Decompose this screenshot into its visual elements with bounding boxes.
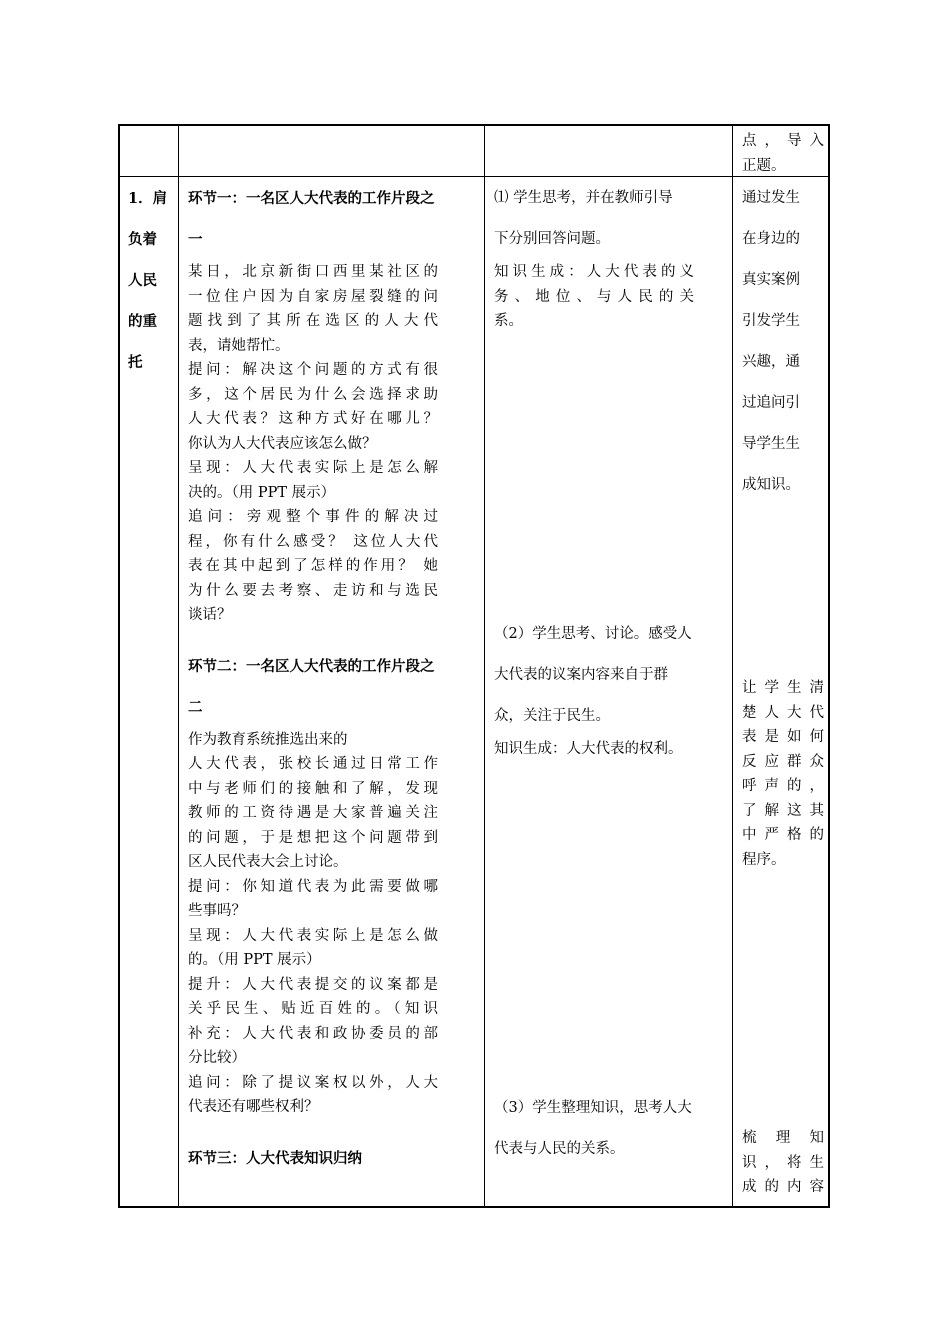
body-line: 一位住户因为自家房屋裂缝的问 bbox=[188, 288, 438, 305]
column-divider bbox=[732, 126, 733, 1206]
knowledge-line: 系。 bbox=[494, 313, 523, 329]
intent-line: 兴趣，通 bbox=[742, 354, 800, 370]
body-line: 的。（用 PPT 展示） bbox=[188, 952, 321, 968]
body-line: 提问：你知道代表为此需要做哪 bbox=[188, 878, 438, 895]
note-line: 点 ， 导 入 bbox=[742, 133, 824, 149]
body-line: 决的。（用 PPT 展示） bbox=[188, 484, 336, 501]
body-line: 补充：人大代表和政协委员的部 bbox=[188, 1025, 438, 1042]
body-line: 的问题，于是想把这个问题带到 bbox=[188, 829, 438, 846]
student-activity-part1 bbox=[494, 178, 724, 334]
activity-line: （3）学生整理知识，思考人大 bbox=[494, 1100, 692, 1116]
body-line: 题找到了其所在选区的人大代 bbox=[188, 313, 438, 329]
top-row-note bbox=[742, 129, 824, 178]
topic-line: 负着 bbox=[128, 231, 157, 248]
intent-line: 过追问引 bbox=[742, 395, 800, 411]
topic-line: 托 bbox=[128, 354, 143, 371]
intent-line: 让 学 生 清 bbox=[742, 680, 824, 696]
body-line: 多，这个居民为什么会选择求助 bbox=[188, 386, 438, 403]
section2-title: 二 bbox=[188, 698, 203, 716]
activity-line: 众，关注于民生。 bbox=[494, 708, 610, 724]
knowledge-line: 务、地位、与人民的关 bbox=[494, 288, 694, 305]
body-line: 中与老师们的接触和了解，发现 bbox=[188, 780, 438, 797]
body-line: 作为教育系统推选出来的 bbox=[188, 731, 348, 748]
teacher-activity-cell bbox=[188, 178, 478, 1179]
topic-line: 1．肩 bbox=[128, 190, 168, 207]
note-line: 正题。 bbox=[742, 157, 786, 174]
intent-line: 真实案例 bbox=[742, 272, 800, 288]
intent-line: 中 严 格 的 bbox=[742, 827, 824, 843]
intent-line: 楚 人 大 代 bbox=[742, 704, 824, 721]
section1-title: 环节一：一名区人大代表的工作片段之 bbox=[188, 190, 435, 207]
column-divider bbox=[484, 126, 485, 1206]
body-line: 程，你有什么感受？ 这位人大代 bbox=[188, 533, 438, 550]
body-line: 代表还有哪些权利？ bbox=[188, 1099, 319, 1115]
intent-line: 程序。 bbox=[742, 851, 786, 868]
activity-line: 下分别回答问题。 bbox=[494, 231, 610, 247]
section1-body bbox=[188, 260, 438, 628]
body-line: 人大代表？这种方式好在哪儿？ bbox=[188, 411, 438, 427]
body-line: 为什么要去考察、走访和与选民 bbox=[188, 582, 438, 599]
section3-title: 环节三：人大代表知识归纳 bbox=[188, 1149, 362, 1167]
body-line: 提升：人大代表提交的议案都是 bbox=[188, 976, 438, 993]
body-line: 关乎民生、贴近百姓的。（知识 bbox=[188, 1001, 438, 1017]
section2-body bbox=[188, 728, 438, 1120]
intent-line: 反 应 群 众 bbox=[742, 753, 824, 770]
body-line: 些事吗？ bbox=[188, 903, 246, 919]
body-line: 追问：除了提议案权以外，人大 bbox=[188, 1074, 438, 1091]
body-line: 追问：旁观整个事件的解决过 bbox=[188, 509, 438, 525]
topic-line: 人民 bbox=[128, 272, 157, 289]
design-intent-part1 bbox=[742, 178, 824, 506]
row-divider bbox=[120, 176, 828, 177]
body-line: 提问：解决这个问题的方式有很 bbox=[188, 362, 438, 378]
intent-line: 了 解 这 其 bbox=[742, 802, 824, 819]
body-line: 分比较） bbox=[188, 1050, 246, 1066]
body-line: 呈现：人大代表实际上是怎么解 bbox=[188, 460, 438, 476]
body-line: 你认为人大代表应该怎么做？ bbox=[188, 435, 377, 452]
design-intent-part3 bbox=[742, 1126, 824, 1200]
design-intent-part2 bbox=[742, 676, 824, 872]
intent-line: 表 是 如 何 bbox=[742, 729, 824, 745]
body-line: 表，请她帮忙。 bbox=[188, 337, 290, 354]
body-line: 某日，北京新街口西里某社区的 bbox=[188, 264, 438, 280]
intent-line: 成 的 内 容 bbox=[742, 1179, 824, 1195]
student-activity-part2 bbox=[494, 614, 728, 762]
intent-line: 通过发生 bbox=[742, 190, 800, 206]
intent-line: 识 ， 将 生 bbox=[742, 1154, 824, 1171]
activity-line: 代表与人民的关系。 bbox=[494, 1141, 625, 1157]
knowledge-line: 知识生成：人大代表的义 bbox=[494, 264, 694, 280]
intent-line: 呼 声 的 ， bbox=[742, 778, 824, 794]
intent-line: 引发学生 bbox=[742, 313, 800, 329]
section1-title: 一 bbox=[188, 231, 203, 248]
column-divider bbox=[178, 126, 179, 1206]
body-line: 呈现：人大代表实际上是怎么做 bbox=[188, 927, 438, 944]
student-activity-part3 bbox=[494, 1088, 728, 1170]
topic-cell bbox=[128, 178, 172, 383]
intent-line: 梳 理 知 bbox=[742, 1130, 824, 1146]
knowledge-1 bbox=[494, 260, 694, 334]
body-line: 谈话？ bbox=[188, 607, 232, 623]
body-line: 人大代表，张校长通过日常工作 bbox=[188, 756, 438, 772]
activity-line: ⑴ 学生思考，并在教师引导 bbox=[494, 190, 673, 206]
intent-line: 导学生生 bbox=[742, 436, 800, 452]
section2-title: 环节二：一名区人大代表的工作片段之 bbox=[188, 657, 435, 675]
intent-line: 在身边的 bbox=[742, 231, 800, 247]
topic-line: 的重 bbox=[128, 313, 157, 330]
knowledge-line: 知识生成：人大代表的权利。 bbox=[494, 741, 683, 757]
body-line: 区人民代表大会上讨论。 bbox=[188, 854, 348, 870]
activity-line: 大代表的议案内容来自于群 bbox=[494, 667, 668, 683]
lesson-table bbox=[118, 124, 830, 1208]
body-line: 表在其中起到了怎样的作用？ 她 bbox=[188, 558, 438, 574]
body-line: 教师的工资待遇是大家普遍关注 bbox=[188, 805, 438, 821]
activity-line: （2）学生思考、讨论。感受人 bbox=[494, 626, 692, 642]
intent-line: 成知识。 bbox=[742, 477, 800, 493]
